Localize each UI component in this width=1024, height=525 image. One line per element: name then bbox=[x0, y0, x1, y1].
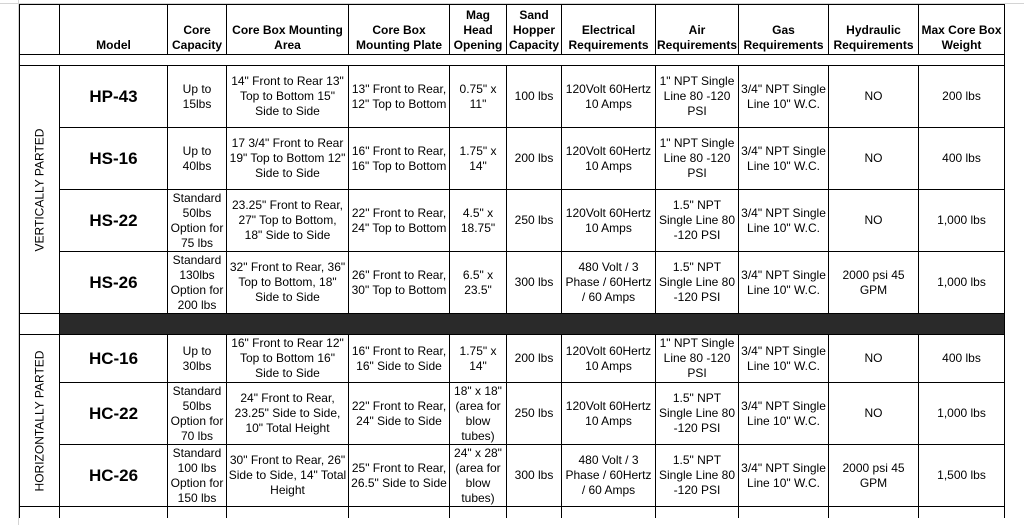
model-cell: HC-16 bbox=[60, 335, 168, 383]
capacity-cell: Up to 15lbs bbox=[168, 66, 227, 128]
weight-cell: 1,000 lbs bbox=[919, 252, 1005, 314]
area-cell: 24" Front to Rear, 23.25" Side to Side, 10" Total Height bbox=[227, 383, 349, 445]
area-cell: 14" Front to Rear 13" Top to Bottom 15" Side to Side bbox=[227, 66, 349, 128]
plate-cell: 13" Front to Rear, 12" Top to Bottom bbox=[349, 66, 450, 128]
hydraulic-cell: NO bbox=[829, 383, 919, 445]
hopper-cell: 300 lbs bbox=[507, 252, 562, 314]
capacity-cell: Standard 50lbs Option for 70 lbs bbox=[168, 383, 227, 445]
electrical-cell: 120Volt 60Hertz 10 Amps bbox=[562, 190, 656, 252]
group-label-text: HORIZONTALLY PARTED bbox=[32, 350, 46, 491]
table-row bbox=[20, 335, 1005, 383]
weight-cell: 400 lbs bbox=[919, 335, 1005, 383]
mag-cell: 24" x 28" (area for blow tubes) bbox=[450, 445, 507, 507]
header-gas: Gas Requirements bbox=[739, 5, 829, 55]
weight-cell: 1,000 lbs bbox=[919, 383, 1005, 445]
model-cell: HC-26 bbox=[60, 445, 168, 507]
divider-row bbox=[20, 314, 1005, 335]
electrical-cell: 120Volt 60Hertz 10 Amps bbox=[562, 383, 656, 445]
capacity-cell: Standard 100 lbs Option for 150 lbs bbox=[168, 445, 227, 507]
plate-cell: 26" Front to Rear, 30" Top to Bottom bbox=[349, 252, 450, 314]
capacity-cell: Up to 30lbs bbox=[168, 335, 227, 383]
empty-cell bbox=[450, 507, 507, 519]
divider-left-cell bbox=[20, 314, 60, 335]
header-max-weight: Max Core Box Weight bbox=[919, 5, 1005, 55]
empty-cell bbox=[349, 507, 450, 519]
gas-cell: 3/4" NPT Single Line 10" W.C. bbox=[739, 128, 829, 190]
hopper-cell: 300 lbs bbox=[507, 445, 562, 507]
empty-row bbox=[20, 507, 1005, 519]
hydraulic-cell: 2000 psi 45 GPM bbox=[829, 445, 919, 507]
area-cell: 30" Front to Rear, 26" Side to Side, 14" Total Height bbox=[227, 445, 349, 507]
model-cell: HP-43 bbox=[60, 66, 168, 128]
air-cell: 1.5" NPT Single Line 80 -120 PSI bbox=[656, 383, 739, 445]
table-row bbox=[20, 383, 1005, 445]
group-label-horizontal bbox=[20, 335, 60, 507]
empty-cell bbox=[739, 507, 829, 519]
spacer-cell bbox=[20, 55, 1005, 66]
header-mag-head: Mag Head Opening bbox=[450, 5, 507, 55]
model-cell: HS-22 bbox=[60, 190, 168, 252]
hydraulic-cell: NO bbox=[829, 335, 919, 383]
capacity-cell: Up to 40lbs bbox=[168, 128, 227, 190]
plate-cell: 22" Front to Rear, 24" Top to Bottom bbox=[349, 190, 450, 252]
empty-cell bbox=[20, 507, 60, 519]
air-cell: 1" NPT Single Line 80 -120 PSI bbox=[656, 66, 739, 128]
electrical-cell: 120Volt 60Hertz 10 Amps bbox=[562, 128, 656, 190]
weight-cell: 400 lbs bbox=[919, 128, 1005, 190]
header-sand-hopper: Sand Hopper Capacity bbox=[507, 5, 562, 55]
electrical-cell: 480 Volt / 3 Phase / 60Hertz / 60 Amps bbox=[562, 445, 656, 507]
area-cell: 16" Front to Rear 12" Top to Bottom 16" Side to Side bbox=[227, 335, 349, 383]
model-cell: HS-16 bbox=[60, 128, 168, 190]
air-cell: 1.5" NPT Single Line 80 -120 PSI bbox=[656, 252, 739, 314]
air-cell: 1" NPT Single Line 80 -120 PSI bbox=[656, 128, 739, 190]
empty-cell bbox=[829, 507, 919, 519]
model-cell: HC-22 bbox=[60, 383, 168, 445]
empty-cell bbox=[227, 507, 349, 519]
air-cell: 1.5" NPT Single Line 80 -120 PSI bbox=[656, 190, 739, 252]
area-cell: 17 3/4" Front to Rear 19" Top to Bottom 12" Side to Side bbox=[227, 128, 349, 190]
specifications-table bbox=[19, 4, 1005, 518]
table-row bbox=[20, 66, 1005, 128]
electrical-cell: 120Volt 60Hertz 10 Amps bbox=[562, 66, 656, 128]
empty-cell bbox=[168, 507, 227, 519]
hydraulic-cell: 2000 psi 45 GPM bbox=[829, 252, 919, 314]
empty-cell bbox=[919, 507, 1005, 519]
area-cell: 32" Front to Rear, 36" Top to Bottom, 18" Side to Side bbox=[227, 252, 349, 314]
mag-cell: 1.75" x 14" bbox=[450, 128, 507, 190]
hopper-cell: 250 lbs bbox=[507, 383, 562, 445]
plate-cell: 16" Front to Rear, 16" Top to Bottom bbox=[349, 128, 450, 190]
empty-cell bbox=[656, 507, 739, 519]
group-label-text: VERTICALLY PARTED bbox=[32, 128, 46, 251]
table-row bbox=[20, 252, 1005, 314]
mag-cell: 4.5" x 18.75" bbox=[450, 190, 507, 252]
area-cell: 23.25" Front to Rear, 27" Top to Bottom, 18" Side to Side bbox=[227, 190, 349, 252]
plate-cell: 22" Front to Rear, 24" Side to Side bbox=[349, 383, 450, 445]
weight-cell: 200 lbs bbox=[919, 66, 1005, 128]
spacer-row bbox=[20, 55, 1005, 66]
mag-cell: 0.75" x 11" bbox=[450, 66, 507, 128]
header-electrical: Electrical Requirements bbox=[562, 5, 656, 55]
hydraulic-cell: NO bbox=[829, 128, 919, 190]
gas-cell: 3/4" NPT Single Line 10" W.C. bbox=[739, 383, 829, 445]
hopper-cell: 200 lbs bbox=[507, 128, 562, 190]
table-row bbox=[20, 190, 1005, 252]
hopper-cell: 250 lbs bbox=[507, 190, 562, 252]
header-air: Air Requirements bbox=[656, 5, 739, 55]
header-mounting-area: Core Box Mounting Area bbox=[227, 5, 349, 55]
mag-cell: 6.5" x 23.5" bbox=[450, 252, 507, 314]
gas-cell: 3/4" NPT Single Line 10" W.C. bbox=[739, 335, 829, 383]
plate-cell: 16" Front to Rear, 16" Side to Side bbox=[349, 335, 450, 383]
hopper-cell: 100 lbs bbox=[507, 66, 562, 128]
mag-cell: 18" x 18" (area for blow tubes) bbox=[450, 383, 507, 445]
header-blank bbox=[20, 5, 60, 55]
gas-cell: 3/4" NPT Single Line 10" W.C. bbox=[739, 252, 829, 314]
gas-cell: 3/4" NPT Single Line 10" W.C. bbox=[739, 66, 829, 128]
header-core-capacity: Core Capacity bbox=[168, 5, 227, 55]
hydraulic-cell: NO bbox=[829, 190, 919, 252]
group-label-vertical bbox=[20, 66, 60, 314]
electrical-cell: 120Volt 60Hertz 10 Amps bbox=[562, 335, 656, 383]
mag-cell: 1.75" x 14" bbox=[450, 335, 507, 383]
model-cell: HS-26 bbox=[60, 252, 168, 314]
air-cell: 1.5" NPT Single Line 80 -120 PSI bbox=[656, 445, 739, 507]
gas-cell: 3/4" NPT Single Line 10" W.C. bbox=[739, 445, 829, 507]
electrical-cell: 480 Volt / 3 Phase / 60Hertz / 60 Amps bbox=[562, 252, 656, 314]
weight-cell: 1,500 lbs bbox=[919, 445, 1005, 507]
header-hydraulic: Hydraulic Requirements bbox=[829, 5, 919, 55]
empty-cell bbox=[507, 507, 562, 519]
table-row bbox=[20, 128, 1005, 190]
gas-cell: 3/4" NPT Single Line 10" W.C. bbox=[739, 190, 829, 252]
header-row bbox=[20, 5, 1005, 55]
capacity-cell: Standard 130lbs Option for 200 lbs bbox=[168, 252, 227, 314]
capacity-cell: Standard 50lbs Option for 75 lbs bbox=[168, 190, 227, 252]
header-model: Model bbox=[60, 5, 168, 55]
plate-cell: 25" Front to Rear, 26.5" Side to Side bbox=[349, 445, 450, 507]
header-mounting-plate: Core Box Mounting Plate bbox=[349, 5, 450, 55]
table-row bbox=[20, 445, 1005, 507]
divider-band bbox=[60, 314, 1005, 335]
empty-cell bbox=[562, 507, 656, 519]
air-cell: 1" NPT Single Line 80 -120 PSI bbox=[656, 335, 739, 383]
weight-cell: 1,000 lbs bbox=[919, 190, 1005, 252]
hydraulic-cell: NO bbox=[829, 66, 919, 128]
hopper-cell: 200 lbs bbox=[507, 335, 562, 383]
empty-cell bbox=[60, 507, 168, 519]
